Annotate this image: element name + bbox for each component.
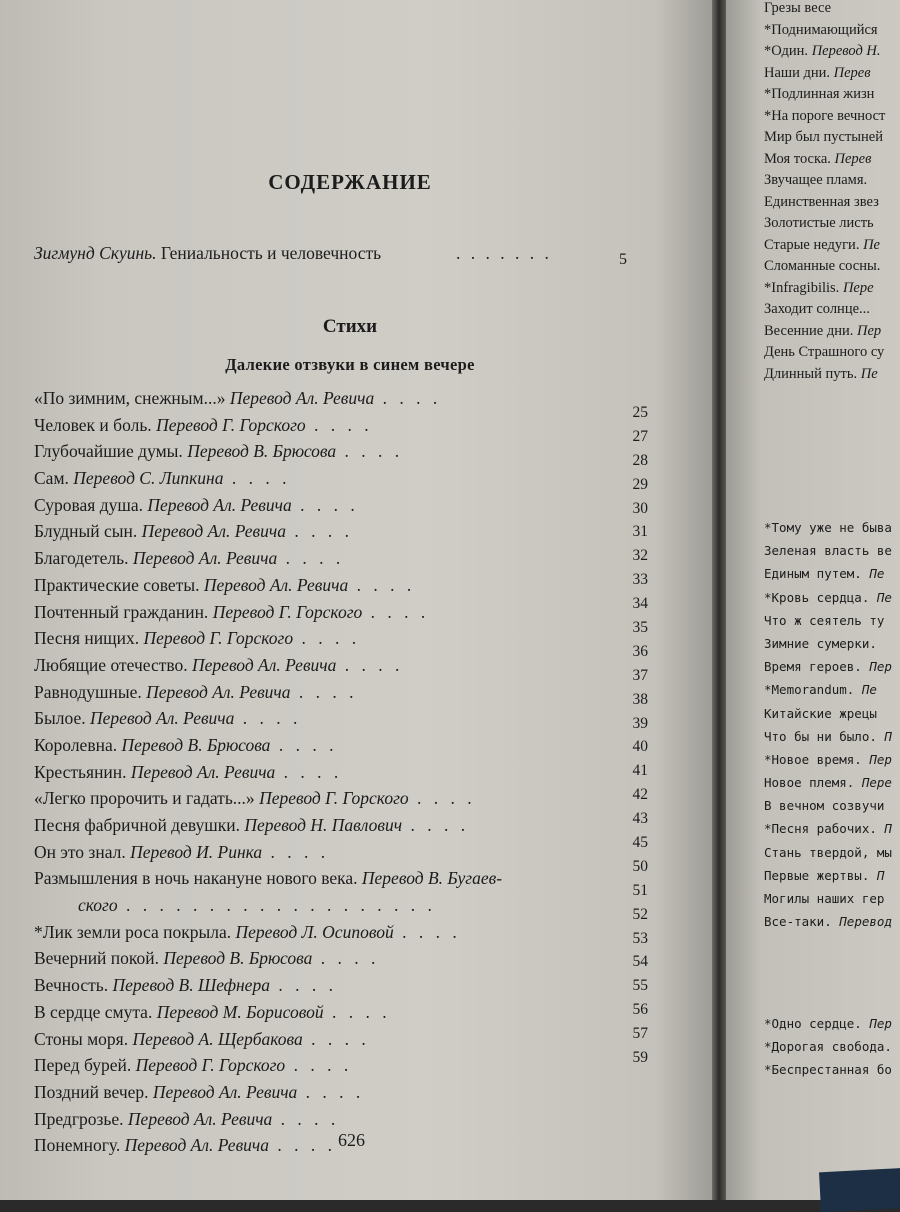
page-number: 43 xyxy=(632,810,648,828)
right-toc-entry xyxy=(764,590,900,613)
entry-title: Единым путем. xyxy=(764,566,862,582)
entry-title: Блудный сын. xyxy=(34,521,138,542)
toc-entry xyxy=(34,495,634,522)
entry-title: Суровая душа. xyxy=(34,494,143,515)
toc-entry xyxy=(34,628,634,655)
entry-translator: Пер xyxy=(869,751,892,767)
entry-translator: П xyxy=(876,867,885,883)
right-toc-entry xyxy=(764,868,900,891)
leader-dots: . . . . xyxy=(269,975,337,996)
entry-translator: Перевод С. Липкина xyxy=(73,468,224,489)
entry-title: *Поднимающийся xyxy=(764,21,878,38)
toc-entry xyxy=(34,468,634,495)
right-toc-entry xyxy=(764,1039,900,1062)
entry-title: Заходит солнце... xyxy=(764,301,870,317)
entry-title: В сердце смута. xyxy=(34,1001,153,1022)
toc-entry xyxy=(34,441,634,468)
entry-title: Что бы ни было. xyxy=(764,728,877,744)
leader-dots: . . . . xyxy=(348,574,416,595)
entry-title: Зимние сумерки. xyxy=(764,635,877,651)
right-toc-entry xyxy=(764,520,900,543)
leader-dots: . . . . xyxy=(223,468,291,489)
leader-dots: . . . . xyxy=(336,441,404,462)
entry-translator: Пер xyxy=(869,659,892,675)
entry-translator: Перевод Ал. Ревича xyxy=(203,574,349,595)
leader-dots: . . . . xyxy=(305,414,373,435)
leader-dots: . . . . xyxy=(285,521,353,542)
right-toc-entry xyxy=(764,344,900,366)
page-number: 51 xyxy=(632,881,648,899)
toc-entry xyxy=(34,1109,634,1136)
leader-dots: . . . . xyxy=(302,1028,370,1049)
toc-entry xyxy=(34,975,634,1002)
page-number: 59 xyxy=(632,1049,648,1067)
right-toc-entry xyxy=(764,22,900,44)
right-toc-entry xyxy=(764,129,900,151)
entry-translator: Перевод Г. Горского xyxy=(156,414,306,435)
right-toc-entry xyxy=(764,301,900,323)
entry-translator: Перевод В. Шефнера xyxy=(112,975,270,996)
right-toc-entry xyxy=(764,729,900,752)
right-toc-entry xyxy=(764,543,900,566)
right-toc-entry xyxy=(764,636,900,659)
entry-translator: Перевод xyxy=(839,914,892,930)
entry-translator: Перевод Ал. Ревича xyxy=(90,708,235,729)
right-toc-entry xyxy=(764,366,900,388)
entry-title: Длинный путь. xyxy=(764,365,858,382)
entry-translator: Пер xyxy=(857,322,882,339)
entry-translator: Перев xyxy=(833,64,871,81)
entry-title: «Легко пророчить и гадать...» xyxy=(34,788,255,809)
entry-translator: Перевод Ал. Ревича xyxy=(146,681,291,702)
entry-translator: Перевод Л. Осиповой xyxy=(235,921,394,942)
toc-entry xyxy=(34,388,634,415)
entry-title: Сам. xyxy=(34,468,69,489)
page-number: 32 xyxy=(632,547,648,565)
entry-translator: Перевод Ал. Ревича xyxy=(124,1135,270,1156)
right-toc-block-1 xyxy=(764,0,900,387)
entry-title: Почтенный гражданин. xyxy=(34,601,209,622)
right-toc-entry xyxy=(764,86,900,108)
book-spine xyxy=(712,0,726,1200)
page-number: 38 xyxy=(632,690,648,708)
intro-entry xyxy=(34,243,634,268)
page-number: 33 xyxy=(632,571,648,589)
entry-title: Наши дни. xyxy=(764,64,830,81)
entry-title: *Infragibilis. xyxy=(764,279,840,296)
leader-dots: . . . . . . . xyxy=(456,243,552,263)
entry-title: *Кровь сердца. xyxy=(764,589,870,605)
toc-entry xyxy=(34,735,634,762)
entry-translator: Пе xyxy=(861,682,877,698)
toc-entry xyxy=(34,415,634,442)
right-toc-entry xyxy=(764,280,900,302)
entry-translator: Перевод В. Брюсова xyxy=(187,441,337,462)
leader-dots: . . . . xyxy=(234,708,302,729)
entry-translator: Перевод Г. Горского xyxy=(259,788,409,809)
entry-title: Былое. xyxy=(34,708,86,729)
right-toc-entry xyxy=(764,706,900,729)
right-toc-entry xyxy=(764,323,900,345)
entry-title: Зеленая власть ве xyxy=(764,543,892,559)
entry-translator: Пе xyxy=(860,365,878,382)
entry-title: Старые недуги. xyxy=(764,236,860,253)
entry-translator: Перевод Г. Горского xyxy=(143,628,294,649)
leader-dots: . . . . xyxy=(285,1055,353,1076)
toc-entry xyxy=(34,1029,634,1056)
entry-translator: ского xyxy=(78,895,118,916)
page-title: СОДЕРЖАНИЕ xyxy=(268,170,432,194)
right-page xyxy=(726,0,900,1200)
leader-dots: . . . . xyxy=(293,628,361,649)
folio-page-number: 626 xyxy=(338,1130,365,1150)
page-number: 57 xyxy=(632,1025,648,1043)
toc-entry xyxy=(34,1135,634,1162)
leader-dots: . . . . xyxy=(290,681,358,702)
subsection-heading: Далекие отзвуки в синем вечере xyxy=(225,355,475,374)
toc-entry xyxy=(34,762,634,789)
cover-corner xyxy=(819,1168,900,1212)
entry-translator: Пе xyxy=(863,236,880,253)
entry-title: Звучащее пламя. xyxy=(764,172,868,188)
toc-entry xyxy=(34,788,634,815)
page-number: 40 xyxy=(632,738,648,756)
entry-title: Поздний вечер. xyxy=(34,1081,149,1102)
entry-translator: Перевод Ал. Ревича xyxy=(192,654,337,675)
right-toc-entry xyxy=(764,659,900,682)
right-toc-block-2 xyxy=(764,520,900,937)
right-toc-entry xyxy=(764,891,900,914)
entry-translator: Перевод Ал. Ревича xyxy=(152,1081,298,1102)
right-toc-entry xyxy=(764,845,900,868)
page-number: 31 xyxy=(632,523,648,541)
entry-title: Мир был пустыней xyxy=(764,129,883,145)
right-toc-entry xyxy=(764,821,900,844)
intro-page-number: 5 xyxy=(619,251,627,268)
page-number: 28 xyxy=(632,451,648,469)
entry-title: Перед бурей. xyxy=(34,1055,132,1076)
toc-entry xyxy=(34,1082,634,1109)
entry-title: *Беспрестанная бо xyxy=(764,1062,892,1077)
entry-title: Практические советы. xyxy=(34,574,200,595)
entry-translator: Пере xyxy=(842,279,874,296)
entry-title: Равнодушные. xyxy=(34,681,142,702)
entry-title: *Песня рабочих. xyxy=(764,821,877,837)
entry-title: *Тому уже не быва xyxy=(764,520,892,535)
leader-dots: . . . . xyxy=(374,388,442,408)
entry-title: Стань твердой, мы xyxy=(764,844,892,860)
entry-title: Сломанные сосны. xyxy=(764,258,881,274)
entry-translator: Перевод М. Борисовой xyxy=(156,1001,324,1022)
entry-translator: П xyxy=(884,728,892,744)
page-number: 34 xyxy=(632,595,648,613)
toc-entry xyxy=(34,602,634,629)
entry-title: Глубочайшие думы. xyxy=(34,441,183,462)
entry-title: Вечность. xyxy=(34,975,109,996)
right-toc-entry xyxy=(764,798,900,821)
page-number: 35 xyxy=(632,619,648,637)
page-number: 52 xyxy=(632,905,648,923)
page-number: 25 xyxy=(632,404,648,421)
page-number: 45 xyxy=(632,834,648,852)
page-number: 42 xyxy=(632,786,648,804)
entry-translator: Пе xyxy=(876,589,892,605)
leader-dots: . . . . xyxy=(402,815,470,835)
right-toc-entry xyxy=(764,0,900,22)
entry-title: Золотистые листь xyxy=(764,215,874,231)
toc-entry xyxy=(34,682,634,709)
entry-title: *Лик земли роса покрыла. xyxy=(34,921,232,942)
intro-author: Зигмунд Скуинь. xyxy=(34,243,157,263)
entry-translator: Пер xyxy=(869,1016,892,1031)
entry-title: Могилы наших гер xyxy=(764,891,885,906)
leader-dots: . . . . xyxy=(270,734,338,755)
toc-entry xyxy=(34,708,634,735)
entry-title: Королевна. xyxy=(34,734,118,755)
entry-title: Размышления в ночь накануне нового века. xyxy=(34,868,358,889)
right-toc-entry xyxy=(764,194,900,216)
entry-title: *Новое время. xyxy=(764,751,862,767)
entry-translator: Перевод Г. Горского xyxy=(135,1055,286,1076)
right-toc-entry xyxy=(764,1016,900,1039)
entry-translator: Перевод В. Брюсова xyxy=(163,948,313,969)
entry-translator: Перевод Н. xyxy=(811,43,881,59)
entry-translator: Перевод Ал. Ревича xyxy=(130,761,276,782)
leader-dots: . . . . xyxy=(323,1001,391,1022)
leader-dots: . . . . xyxy=(275,761,343,782)
entry-translator: Перевод В. Бугаев- xyxy=(361,868,503,889)
entry-translator: Перевод А. Щербакова xyxy=(132,1028,303,1049)
entry-title: *На пороге вечност xyxy=(764,107,886,124)
leader-dots: . . . . xyxy=(262,841,330,862)
entry-title: Стоны моря. xyxy=(34,1028,129,1049)
page-number: 53 xyxy=(632,929,648,947)
entry-title: Он это знал. xyxy=(34,841,126,862)
right-toc-entry xyxy=(764,65,900,87)
entry-title: Вечерний покой. xyxy=(34,948,160,969)
right-toc-entry xyxy=(764,914,900,937)
entry-translator: Перевод Г. Горского xyxy=(212,601,363,622)
right-toc-entry xyxy=(764,43,900,65)
entry-title: Китайские жрецы xyxy=(764,705,877,721)
entry-title: *Дорогая свобода. xyxy=(764,1039,892,1054)
entry-title: *Memorandum. xyxy=(764,682,855,698)
page-number-column xyxy=(608,404,648,1073)
entry-title: Предгрозье. xyxy=(34,1108,124,1129)
entry-title: Новое племя. xyxy=(764,775,855,791)
right-toc-entry xyxy=(764,775,900,798)
toc-entry xyxy=(34,922,634,949)
entry-translator: Перев xyxy=(834,150,872,167)
right-toc-entry xyxy=(764,682,900,705)
entry-translator: Перевод Ал. Ревича xyxy=(229,388,375,408)
leader-dots: . . . . xyxy=(336,654,404,675)
page-number: 30 xyxy=(632,499,648,517)
entry-translator: Перевод Ал. Ревича xyxy=(127,1108,273,1129)
entry-title: Песня нищих. xyxy=(34,628,140,649)
leader-dots: . . . . xyxy=(393,921,461,942)
right-toc-entry xyxy=(764,215,900,237)
entry-title: *Одно сердце. xyxy=(764,1016,862,1031)
entry-title: Время героев. xyxy=(764,659,862,675)
toc-entries xyxy=(34,388,634,1162)
leader-dots: . . . . xyxy=(362,601,430,622)
page-number: 37 xyxy=(632,666,648,684)
entry-title: Крестьянин. xyxy=(34,761,127,782)
entry-translator: П xyxy=(884,821,892,837)
right-toc-entry xyxy=(764,613,900,636)
entry-title: Человек и боль. xyxy=(34,414,152,435)
right-toc-entry xyxy=(764,1062,900,1085)
leader-dots: . . . . . . . . . . . . . . . . . . . xyxy=(117,895,436,916)
entry-title: Что ж сеятель ту xyxy=(764,612,885,628)
page-number: 29 xyxy=(632,475,648,493)
entry-translator: Перевод Ал. Ревича xyxy=(132,548,278,569)
entry-title: Песня фабричной девушки. xyxy=(34,815,240,835)
right-toc-entry xyxy=(764,237,900,259)
entry-title: *Подлинная жизн xyxy=(764,86,875,102)
leader-dots: . . . . xyxy=(269,1135,337,1156)
entry-translator: Перевод Н. Павлович xyxy=(244,815,403,835)
section-heading: Стихи xyxy=(322,316,378,337)
entry-title: *Один. xyxy=(764,43,809,59)
entry-title: Любящие отечество. xyxy=(34,654,188,675)
right-toc-entry xyxy=(764,258,900,280)
entry-title: В вечном созвучи xyxy=(764,798,885,814)
page-number: 54 xyxy=(632,953,648,971)
page-number: 50 xyxy=(632,857,648,875)
intro-title: Гениальность и человечность xyxy=(156,243,382,263)
leader-dots: . . . . xyxy=(277,548,345,569)
entry-title: День Страшного су xyxy=(764,344,885,360)
entry-title: Первые жертвы. xyxy=(764,867,870,883)
toc-entry xyxy=(34,895,634,922)
entry-title: Понемногу. xyxy=(34,1135,121,1156)
right-toc-entry xyxy=(764,566,900,589)
entry-title: «По зимним, снежным...» xyxy=(34,388,226,408)
toc-entry xyxy=(34,1055,634,1082)
page-number: 41 xyxy=(632,762,648,780)
entry-translator: Пе xyxy=(869,566,885,582)
toc-entry xyxy=(34,1002,634,1029)
page-number: 27 xyxy=(632,427,648,445)
right-toc-entry xyxy=(764,172,900,194)
entry-title: Единственная звез xyxy=(764,193,879,210)
toc-entry xyxy=(34,521,634,548)
page-number: 39 xyxy=(632,714,648,732)
leader-dots: . . . . xyxy=(272,1108,340,1129)
leader-dots: . . . . xyxy=(408,788,476,809)
page-number: 36 xyxy=(632,642,648,660)
toc-entry xyxy=(34,548,634,575)
entry-translator: Пере xyxy=(861,775,892,791)
toc-entry xyxy=(34,868,634,895)
entry-title: Благодетель. xyxy=(34,548,129,569)
entry-translator: Перевод Ал. Ревича xyxy=(141,521,286,542)
toc-entry xyxy=(34,575,634,602)
right-toc-block-3 xyxy=(764,1016,900,1085)
toc-entry xyxy=(34,842,634,869)
right-toc-entry xyxy=(764,752,900,775)
leader-dots: . . . . xyxy=(312,948,380,969)
toc-entry xyxy=(34,948,634,975)
right-toc-entry xyxy=(764,151,900,173)
toc-entry xyxy=(34,815,634,842)
entry-title: Все-таки. xyxy=(764,914,832,930)
right-toc-entry xyxy=(764,108,900,130)
entry-title: Грезы весе xyxy=(764,0,832,16)
entry-translator: Перевод В. Брюсова xyxy=(121,734,271,755)
toc-entry xyxy=(34,655,634,682)
entry-title: Весенние дни. xyxy=(764,322,854,339)
entry-translator: Перевод И. Ринка xyxy=(130,841,263,862)
page-number: 56 xyxy=(632,1001,648,1019)
leader-dots: . . . . xyxy=(297,1081,365,1102)
entry-translator: Перевод Ал. Ревича xyxy=(147,494,292,515)
entry-title: Моя тоска. xyxy=(764,150,831,167)
leader-dots: . . . . xyxy=(291,494,359,515)
page-number: 55 xyxy=(632,977,648,995)
